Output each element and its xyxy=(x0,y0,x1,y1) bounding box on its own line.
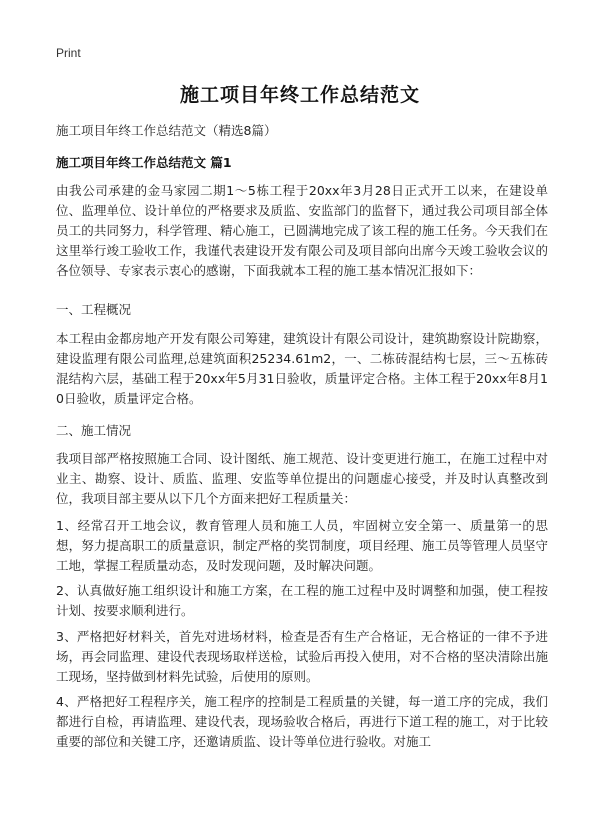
overview-heading: 一、工程概况 xyxy=(56,302,132,317)
list-item-2: 2、认真做好施工组织设计和施工方案，在工程的施工过程中及时调整和加强，使工程按计划、按要求顺利进行。 xyxy=(56,583,548,618)
list-item-1: 1、经常召开工地会议，教育管理人员和施工人员，牢固树立安全第一、质量第一的思想，努力提高职工的质量意识，制定严格的奖罚制度，项目经理、施工员等管理人员坚守工地，掌握工程质量动态，及时发现问题，及时解决问题。 xyxy=(56,518,548,573)
print-link[interactable]: Print xyxy=(56,46,81,60)
section-heading: 施工项目年终工作总结范文 篇1 xyxy=(56,155,232,170)
intro-paragraph: 由我公司承建的金马家园二期1～5栋工程于20xx年3月28日正式开工以来，在建设单位、监理单位、设计单位的严格要求及质监、安监部门的监督下，通过我公司项目部全体员工的共同努力，科学管理、精心施工，已圆满地完成了该工程的施工任务。今天我们在这里举行竣工验收工作，我谨代表建设开发有限公司及项目部向出席今天竣工验收会议的各位领导、专家表示衷心的感谢，下面我就本工程的施工基本情况汇报如下： xyxy=(56,183,548,278)
list-item-4: 4、严格把好工程程序关，施工程序的控制是工程质量的关键，每一道工序的完成，我们都进行自检，再请监理、建设代表，现场验收合格后，再进行下道工程的施工，对于比较重要的部位和关键工序，还邀请质监、设计等单位进行验收。对施工 xyxy=(56,694,548,749)
document-title: 施工项目年终工作总结范文 xyxy=(179,84,420,106)
construction-heading: 二、施工情况 xyxy=(56,423,132,438)
overview-paragraph: 本工程由金都房地产开发有限公司筹建，建筑设计有限公司设计，建筑勘察设计院勘察，建设监理有限公司监理,总建筑面积25234.61m2，一、二栋砖混结构七层，三～五栋砖混结构六层，基础工程于20xx年5月31日验收，质量评定合格。主体工程于20xx年8月10日验收，质量评定合格。 xyxy=(56,331,548,406)
construction-paragraph: 我项目部严格按照施工合同、设计图纸、施工规范、设计变更进行施工，在施工过程中对业主、勘察、设计、质监、监理、安监等单位提出的问题虚心接受，并及时认真整改到位，我项目部主要从以下几个方面来把好工程质量关： xyxy=(56,451,548,506)
list-item-3: 3、严格把好材料关，首先对进场材料，检查是否有生产合格证，无合格证的一律不予进场，再会同监理、建设代表现场取样送检，试验后再投入使用，对不合格的坚决清除出施工现场，坚持做到材料先试验，后使用的原则。 xyxy=(56,629,548,684)
document-subtitle: 施工项目年终工作总结范文（精选8篇） xyxy=(56,123,277,138)
